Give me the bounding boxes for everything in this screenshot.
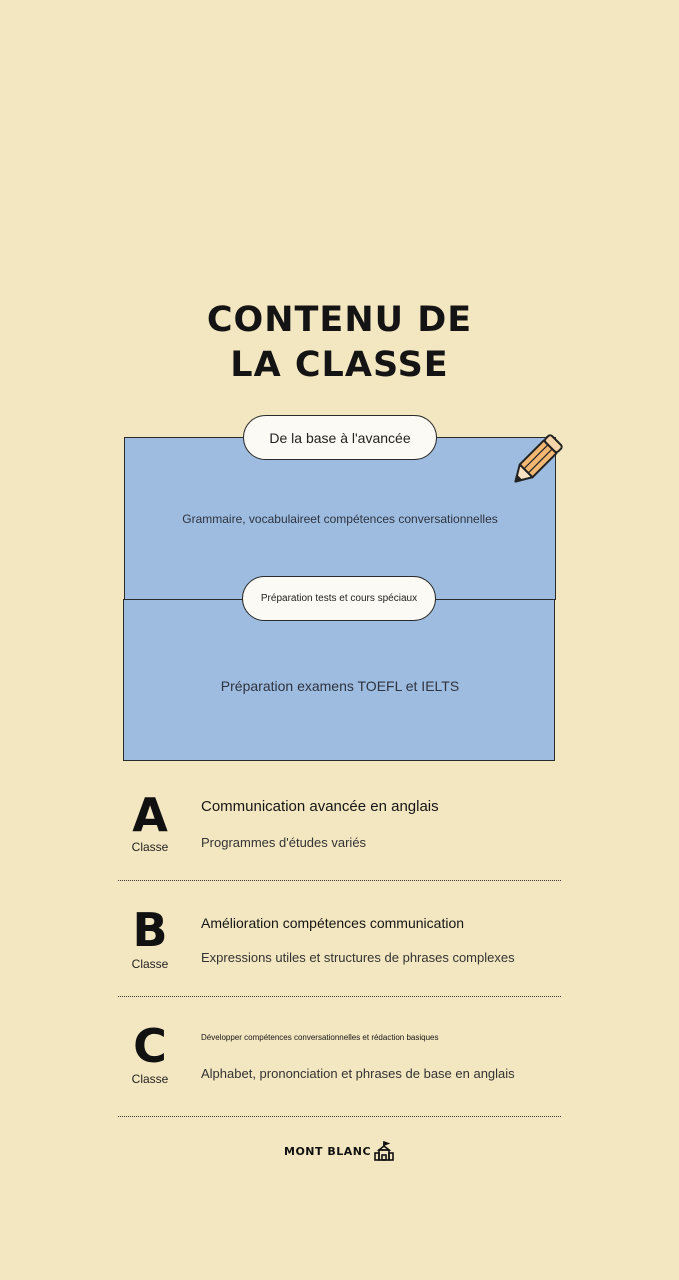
page-title bbox=[0, 298, 679, 388]
divider bbox=[118, 880, 561, 881]
divider bbox=[118, 1116, 561, 1117]
class-a-heading: Communication avancée en anglais bbox=[201, 798, 439, 815]
class-b-heading: Amélioration compétences communication bbox=[201, 915, 465, 931]
class-c-label: Classe bbox=[131, 1072, 169, 1086]
card-test-prep-pill: Préparation tests et cours spéciaux bbox=[242, 576, 436, 621]
page-title-line-2: LA CLASSE bbox=[230, 345, 449, 385]
page-title-line-1: CONTENU DE bbox=[206, 300, 473, 340]
class-b-label: Classe bbox=[131, 957, 169, 971]
class-c-letter: C bbox=[133, 1019, 167, 1073]
class-a-label: Classe bbox=[131, 840, 169, 854]
pencil-icon bbox=[503, 428, 569, 494]
brand-name: MONT BLANC bbox=[284, 1144, 372, 1158]
class-c-heading: Développer compétences conversationnelles et rédaction basiques bbox=[201, 1033, 439, 1042]
class-c-description: Alphabet, prononciation et phrases de base en anglais bbox=[201, 1066, 515, 1081]
card-basics-pill: De la base à l'avancée bbox=[243, 415, 437, 460]
brand-logo bbox=[284, 1140, 394, 1162]
card-test-prep-text: Préparation examens TOEFL et IELTS bbox=[220, 678, 460, 694]
class-b-letter: B bbox=[132, 903, 168, 957]
divider bbox=[118, 996, 561, 997]
class-b-description: Expressions utiles et structures de phrases complexes bbox=[201, 950, 515, 965]
card-basics-text: Grammaire, vocabulaireet compétences conversationnelles bbox=[182, 512, 498, 526]
class-a-description: Programmes d'études variés bbox=[201, 835, 367, 850]
school-building-icon bbox=[374, 1141, 394, 1161]
class-a-letter: A bbox=[132, 788, 168, 842]
